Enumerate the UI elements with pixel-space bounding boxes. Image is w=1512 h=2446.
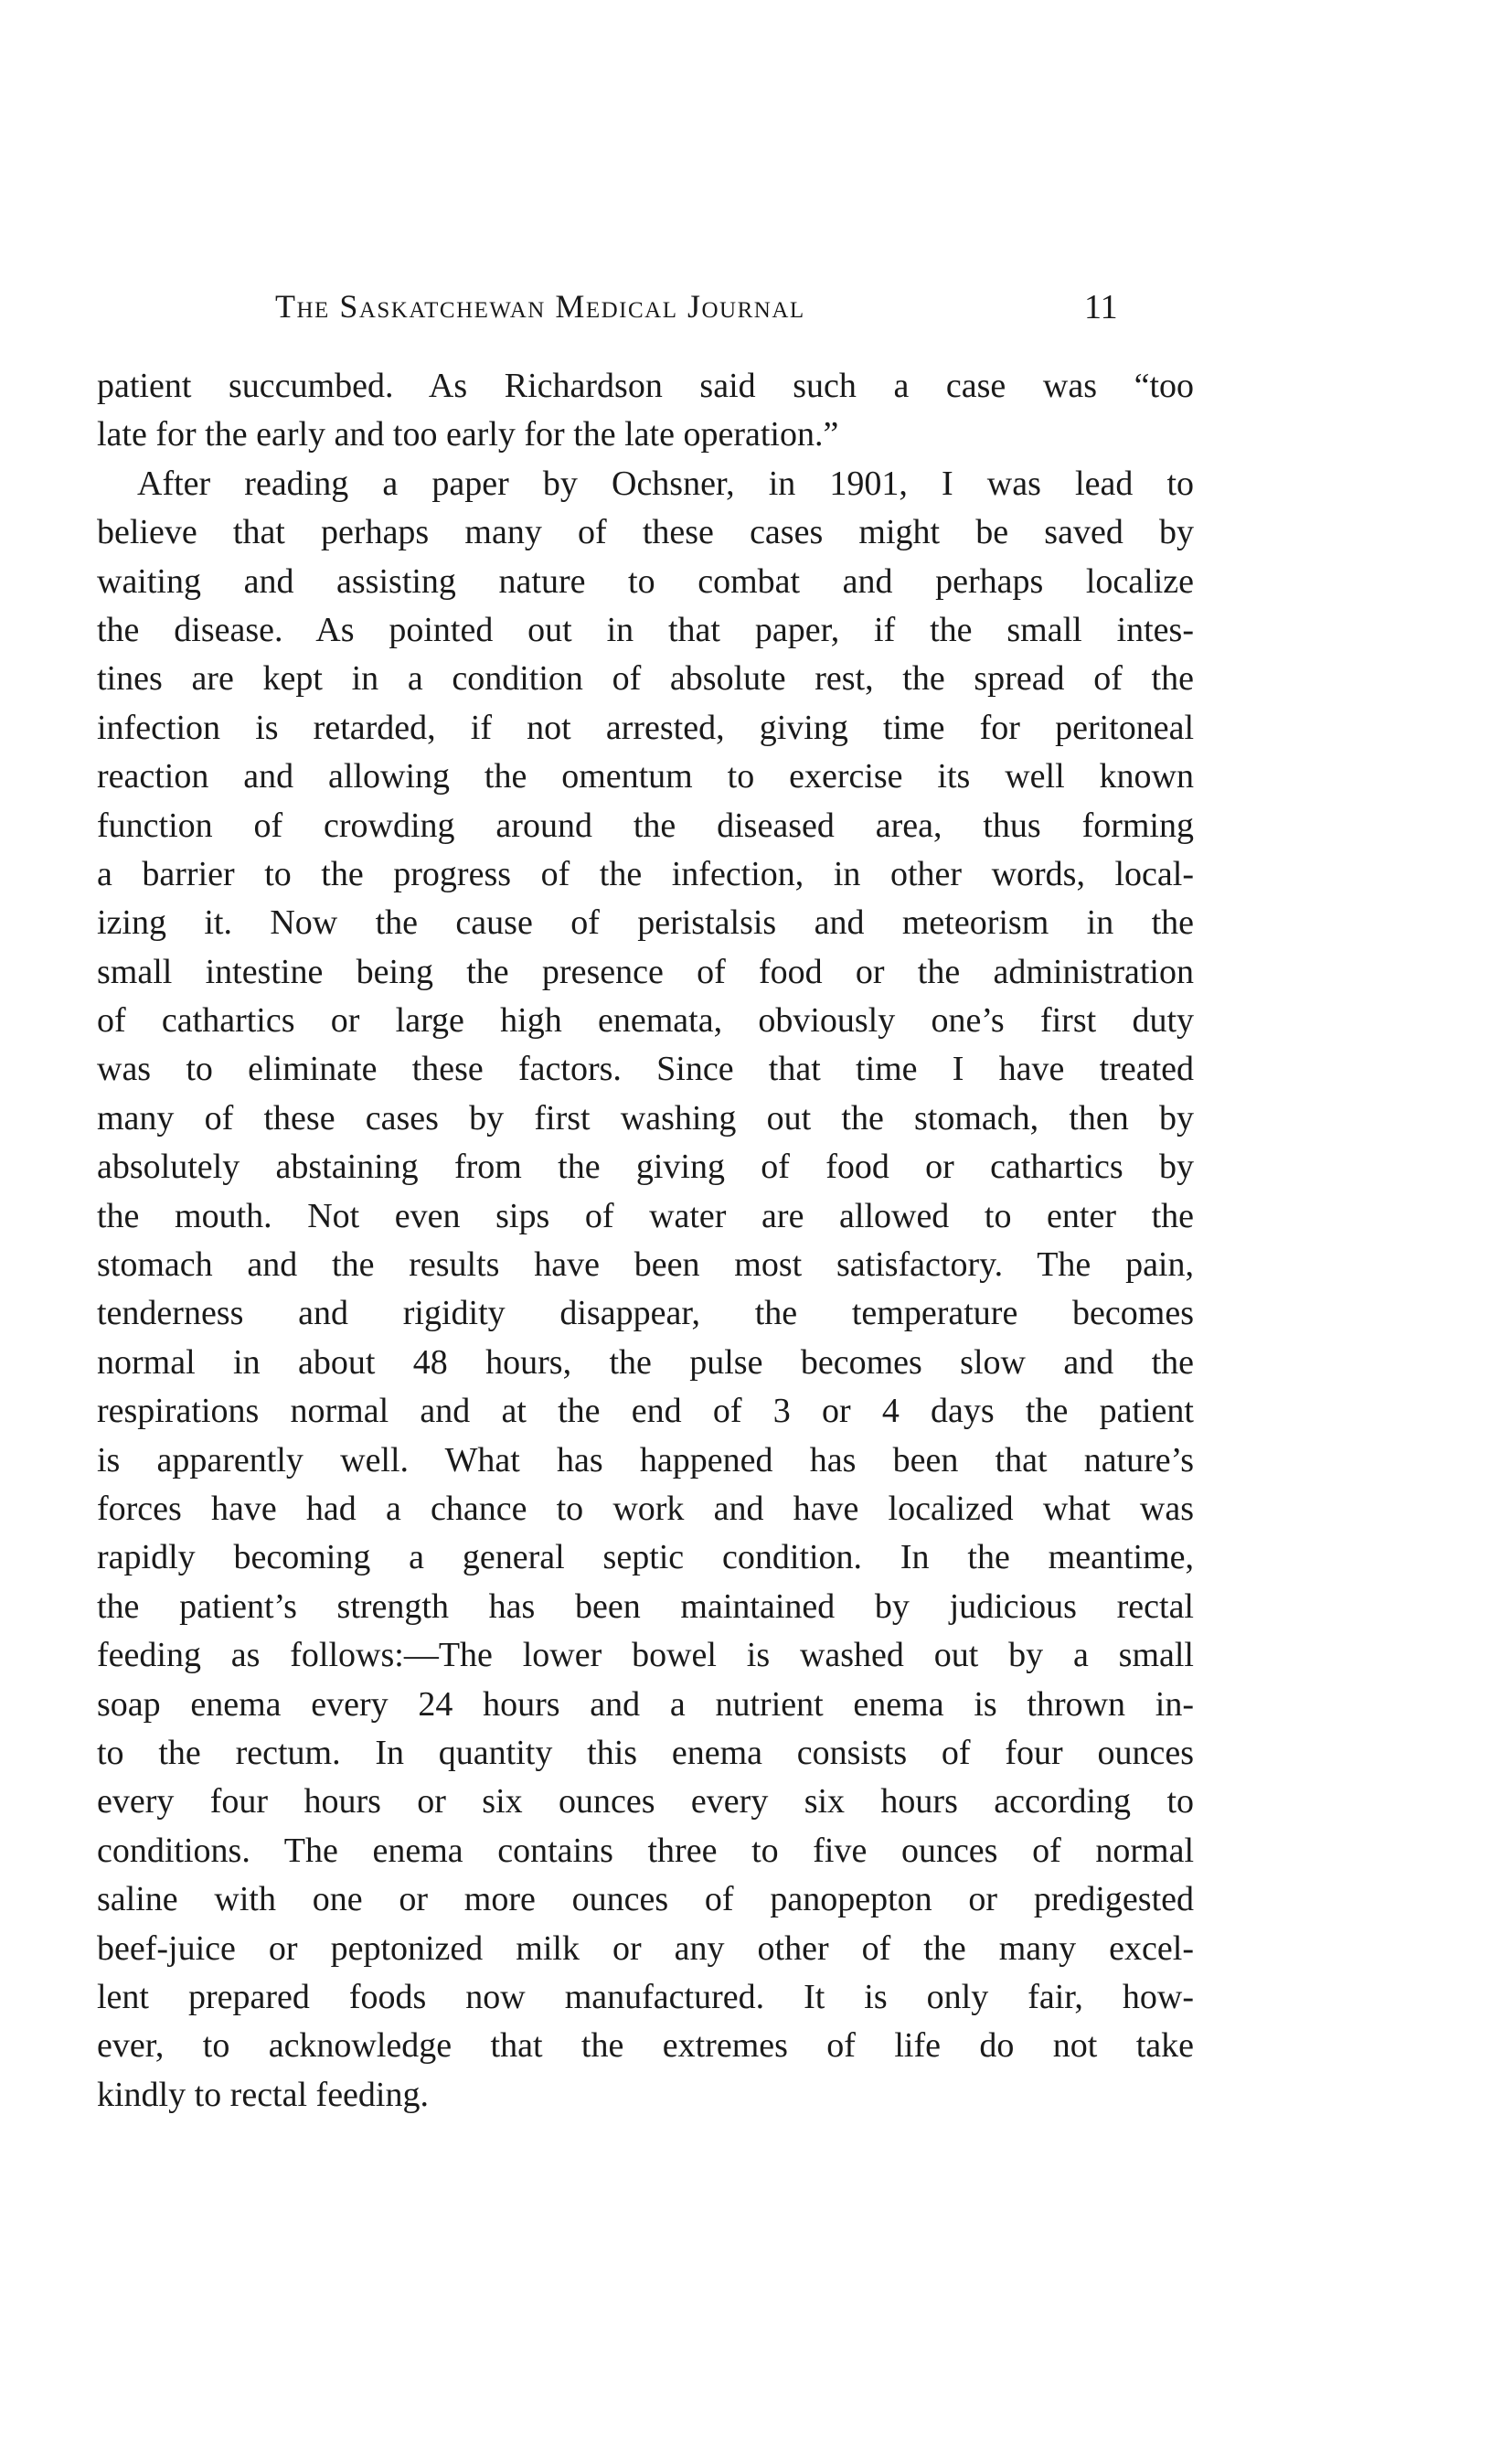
text-line: feeding as follows:—The lower bowel is washed out by a small — [97, 1636, 1194, 1675]
text-line: normal in about 48 hours, the pulse becomes slow and the — [97, 1342, 1194, 1382]
text-line: of cathartics or large high enemata, obviously one’s first duty — [97, 1001, 1194, 1041]
text-line: reaction and allowing the omentum to exercise its well known — [97, 757, 1194, 796]
text-line: kindly to rectal feeding. — [97, 2075, 429, 2114]
text-line: soap enema every 24 hours and a nutrient enema is thrown in- — [97, 1684, 1194, 1724]
text-line: forces have had a chance to work and have localized what was — [97, 1489, 1194, 1528]
text-line: every four hours or six ounces every six hours according to — [97, 1782, 1194, 1821]
text-line: conditions. The enema contains three to five ounces of normal — [97, 1831, 1194, 1870]
text-line: infection is retarded, if not arrested, giving time for peritoneal — [97, 708, 1194, 747]
text-line: small intestine being the presence of food or the administration — [97, 952, 1194, 991]
text-line: tenderness and rigidity disappear, the temperature becomes — [97, 1294, 1194, 1333]
text-line: rapidly becoming a general septic condition. In the meantime, — [97, 1538, 1194, 1577]
text-line: many of these cases by first washing out the stomach, then by — [97, 1098, 1194, 1138]
text-line: After reading a paper by Ochsner, in 1901, I was lead to — [137, 464, 1194, 503]
text-line: izing it. Now the cause of peristalsis and meteorism in the — [97, 903, 1194, 943]
text-line: stomach and the results have been most satisfactory. The pain, — [97, 1245, 1194, 1285]
text-line: to the rectum. In quantity this enema consists of four ounces — [97, 1733, 1194, 1772]
text-line: waiting and assisting nature to combat and perhaps localize — [97, 561, 1194, 601]
text-line: tines are kept in a condition of absolute rest, the spread of the — [97, 659, 1194, 699]
text-line: respirations normal and at the end of 3 or 4 days the patient — [97, 1392, 1194, 1431]
text-line: beef-juice or peptonized milk or any other of the many excel- — [97, 1928, 1194, 1968]
journal-title: The Saskatchewan Medical Journal — [275, 288, 805, 325]
text-line: patient succumbed. As Richardson said such a case was “too — [97, 367, 1194, 405]
text-line: the mouth. Not even sips of water are allowed to enter the — [97, 1196, 1194, 1235]
body-text — [97, 362, 1194, 2120]
text-line: saline with one or more ounces of panopepton or predigested — [97, 1880, 1194, 1919]
text-line: lent prepared foods now manufactured. It is only fair, how- — [97, 1977, 1194, 2016]
text-line: the patient’s strength has been maintained by judicious rectal — [97, 1586, 1194, 1626]
page-number: 11 — [1084, 288, 1118, 326]
text-line: a barrier to the progress of the infection, in other words, local- — [97, 854, 1194, 893]
text-line: the disease. As pointed out in that paper, if the small intes- — [97, 610, 1194, 649]
text-line: is apparently well. What has happened has been that nature’s — [97, 1440, 1194, 1479]
text-line: function of crowding around the diseased area, thus forming — [97, 806, 1194, 845]
text-line: ever, to acknowledge that the extremes of life do not take — [97, 2026, 1194, 2066]
text-line: was to eliminate these factors. Since that time I have treated — [97, 1050, 1194, 1089]
text-line: believe that perhaps many of these cases might be saved by — [97, 513, 1194, 552]
running-header — [97, 287, 1194, 342]
text-line: absolutely abstaining from the giving of food or cathartics by — [97, 1148, 1194, 1187]
text-line: late for the early and too early for the late operation.” — [97, 415, 839, 454]
